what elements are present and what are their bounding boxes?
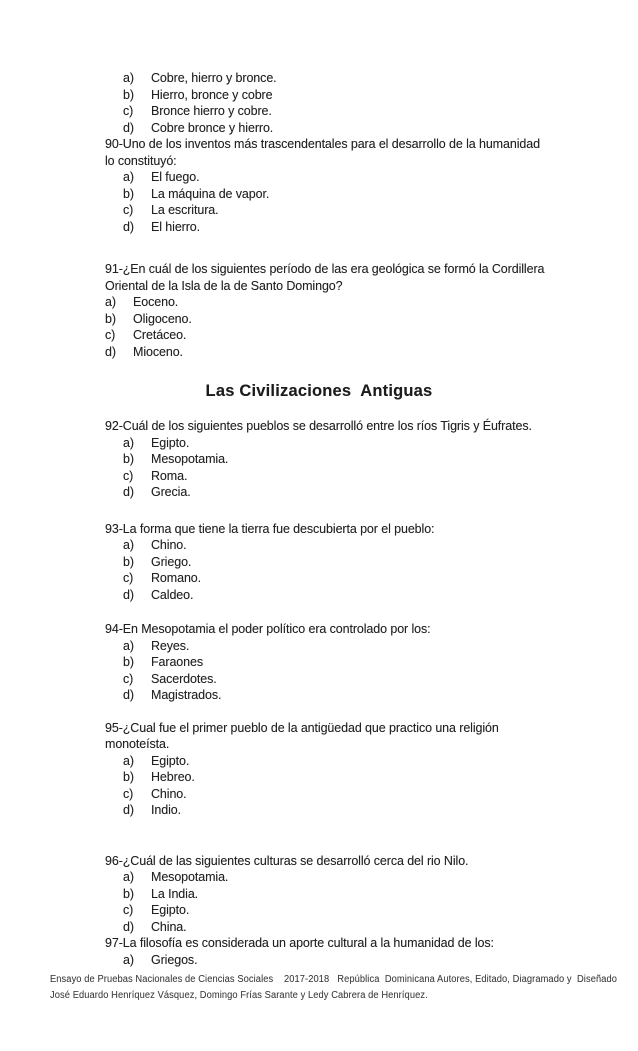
question-95 xyxy=(105,720,593,819)
question-91 xyxy=(105,261,593,360)
options-list xyxy=(123,869,593,935)
option-row xyxy=(123,554,593,571)
option-letter: b) xyxy=(123,655,134,669)
option-letter: c) xyxy=(123,903,134,917)
option-row xyxy=(123,654,593,671)
option-letter: d) xyxy=(123,219,134,234)
option-row xyxy=(123,570,593,587)
option-text: Mesopotamia. xyxy=(151,452,229,466)
option-letter: a) xyxy=(105,295,116,309)
option-letter: c) xyxy=(123,468,134,483)
option-text: Hierro, bronce y cobre xyxy=(151,87,273,102)
option-text: Egipto. xyxy=(151,753,190,768)
question-stem xyxy=(105,261,593,294)
footer-line-2: José Eduardo Henríquez Vásquez, Domingo Frías Sarante y Ledy Cabrera de Henríquez. xyxy=(50,989,428,1001)
options-list xyxy=(105,294,593,360)
option-row xyxy=(123,537,593,554)
option-row xyxy=(123,435,593,452)
options-list xyxy=(123,952,593,969)
question-stem-line: 95-¿Cual fue el primer pueblo de la antigüedad que practico una religión xyxy=(105,720,499,735)
option-row xyxy=(123,869,593,886)
option-letter: c) xyxy=(123,203,134,217)
option-row xyxy=(123,671,593,688)
option-row xyxy=(123,802,593,819)
question-96 xyxy=(105,853,593,936)
question-stem-line: 94-En Mesopotamia el poder político era controlado por los: xyxy=(105,622,431,636)
question-stem xyxy=(105,418,593,435)
option-letter: c) xyxy=(123,104,134,118)
options-list xyxy=(123,169,593,235)
option-letter: d) xyxy=(123,120,134,135)
option-row xyxy=(123,753,593,770)
option-row xyxy=(123,451,593,468)
option-text: Cretáceo. xyxy=(133,328,187,342)
option-row xyxy=(123,786,593,803)
footer-line-1: Ensayo de Pruebas Nacionales de Ciencias Sociales 2017-2018 República Dominicana Autores, Editado, Diagramado y Diseñado xyxy=(50,974,618,985)
option-letter: a) xyxy=(123,952,134,967)
question-stem xyxy=(105,521,593,538)
question-stem-line: 91-¿En cuál de los siguientes período de las era geológica se formó la Cordillera xyxy=(105,262,545,276)
option-text: Eoceno. xyxy=(133,295,179,309)
options-list xyxy=(123,537,593,603)
option-text: Indio. xyxy=(151,803,181,817)
question-92 xyxy=(105,418,593,501)
section-heading: Las Civilizaciones Antiguas xyxy=(205,382,433,400)
option-letter: d) xyxy=(123,485,134,499)
option-row xyxy=(123,202,593,219)
question-stem xyxy=(105,935,593,952)
option-row xyxy=(105,344,593,361)
option-text: Reyes. xyxy=(151,638,190,653)
option-text: El hierro. xyxy=(151,219,201,234)
option-row xyxy=(123,587,593,604)
option-letter: a) xyxy=(123,753,134,768)
option-text: Mesopotamia. xyxy=(151,870,229,884)
question-stem-line: 93-La forma que tiene la tierra fue descubierta por el pueblo: xyxy=(105,521,435,536)
option-text: Magistrados. xyxy=(151,688,222,702)
option-text: Caldeo. xyxy=(151,587,194,602)
option-text: La India. xyxy=(151,886,199,901)
option-row xyxy=(123,952,593,969)
option-letter: a) xyxy=(123,638,134,653)
option-text: Bronce hierro y cobre. xyxy=(151,104,272,118)
option-row xyxy=(123,902,593,919)
option-letter: d) xyxy=(123,919,134,934)
option-text: Mioceno. xyxy=(133,344,183,359)
option-text: Faraones xyxy=(151,655,204,669)
question-97 xyxy=(105,935,593,968)
option-letter: c) xyxy=(123,671,134,686)
options-list xyxy=(123,435,593,501)
option-letter: d) xyxy=(123,803,134,817)
option-row xyxy=(123,919,593,936)
option-text: Cobre bronce y hierro. xyxy=(151,120,274,135)
option-text: Oligoceno. xyxy=(133,311,192,326)
option-row xyxy=(105,294,593,311)
option-letter: b) xyxy=(123,186,134,201)
question-94 xyxy=(105,621,593,704)
option-row xyxy=(123,769,593,786)
option-row xyxy=(105,311,593,328)
option-row xyxy=(123,120,593,137)
question-stem-line: monoteísta. xyxy=(105,737,170,751)
options-list xyxy=(123,753,593,819)
option-text: Egipto. xyxy=(151,435,190,450)
option-letter: a) xyxy=(123,71,134,85)
option-letter: b) xyxy=(123,770,134,784)
option-row xyxy=(123,886,593,903)
option-text: La máquina de vapor. xyxy=(151,186,270,201)
option-row xyxy=(123,468,593,485)
option-text: Cobre, hierro y bronce. xyxy=(151,71,277,85)
options-list xyxy=(123,70,593,136)
question-93 xyxy=(105,521,593,604)
option-letter: a) xyxy=(123,435,134,450)
option-text: Hebreo. xyxy=(151,770,195,784)
option-text: China. xyxy=(151,919,187,934)
option-row xyxy=(123,219,593,236)
option-letter: a) xyxy=(123,538,134,552)
options-list xyxy=(123,638,593,704)
option-text: Griegos. xyxy=(151,952,198,967)
question-stem-line: 97-La filosofía es considerada un aporte cultural a la humanidad de los: xyxy=(105,936,494,950)
option-text: Grecia. xyxy=(151,485,191,499)
question-stem-line: Oriental de la Isla de la de Santo Domingo? xyxy=(105,278,343,293)
question-stem-line: 90-Uno de los inventos más trascendentales para el desarrollo de la humanidad xyxy=(105,137,540,151)
option-letter: b) xyxy=(105,311,116,326)
option-row xyxy=(123,638,593,655)
option-text: Chino. xyxy=(151,786,187,801)
question-stem-line: 96-¿Cuál de las siguientes culturas se desarrolló cerca del rio Nilo. xyxy=(105,853,469,868)
option-letter: a) xyxy=(123,870,134,884)
option-letter: c) xyxy=(123,571,134,585)
option-letter: b) xyxy=(123,554,134,569)
option-text: Sacerdotes. xyxy=(151,671,217,686)
option-row xyxy=(123,186,593,203)
question-stem-line: lo constituyó: xyxy=(105,153,177,168)
option-letter: b) xyxy=(123,452,134,466)
option-letter: d) xyxy=(123,688,134,702)
option-text: Roma. xyxy=(151,468,188,483)
option-text: Griego. xyxy=(151,554,192,569)
question-stem xyxy=(105,136,593,169)
question-stem xyxy=(105,621,593,638)
option-text: Egipto. xyxy=(151,903,190,917)
question-90 xyxy=(105,136,593,235)
question-stem xyxy=(105,853,593,870)
question-stem xyxy=(105,720,593,753)
option-row xyxy=(123,103,593,120)
option-letter: b) xyxy=(123,87,134,102)
option-row xyxy=(123,70,593,87)
question-stem-line: 92-Cuál de los siguientes pueblos se desarrolló entre los ríos Tigris y Éufrates. xyxy=(105,419,532,433)
option-letter: b) xyxy=(123,886,134,901)
page-footer xyxy=(0,972,638,1003)
option-row xyxy=(123,87,593,104)
option-letter: c) xyxy=(105,328,116,342)
option-letter: d) xyxy=(105,344,116,359)
option-row xyxy=(105,327,593,344)
option-text: Romano. xyxy=(151,571,202,585)
option-text: Chino. xyxy=(151,538,187,552)
option-text: El fuego. xyxy=(151,170,200,184)
option-letter: d) xyxy=(123,587,134,602)
option-letter: c) xyxy=(123,786,134,801)
option-row xyxy=(123,169,593,186)
option-letter: a) xyxy=(123,170,134,184)
option-text: La escritura. xyxy=(151,203,219,217)
option-row xyxy=(123,484,593,501)
option-row xyxy=(123,687,593,704)
